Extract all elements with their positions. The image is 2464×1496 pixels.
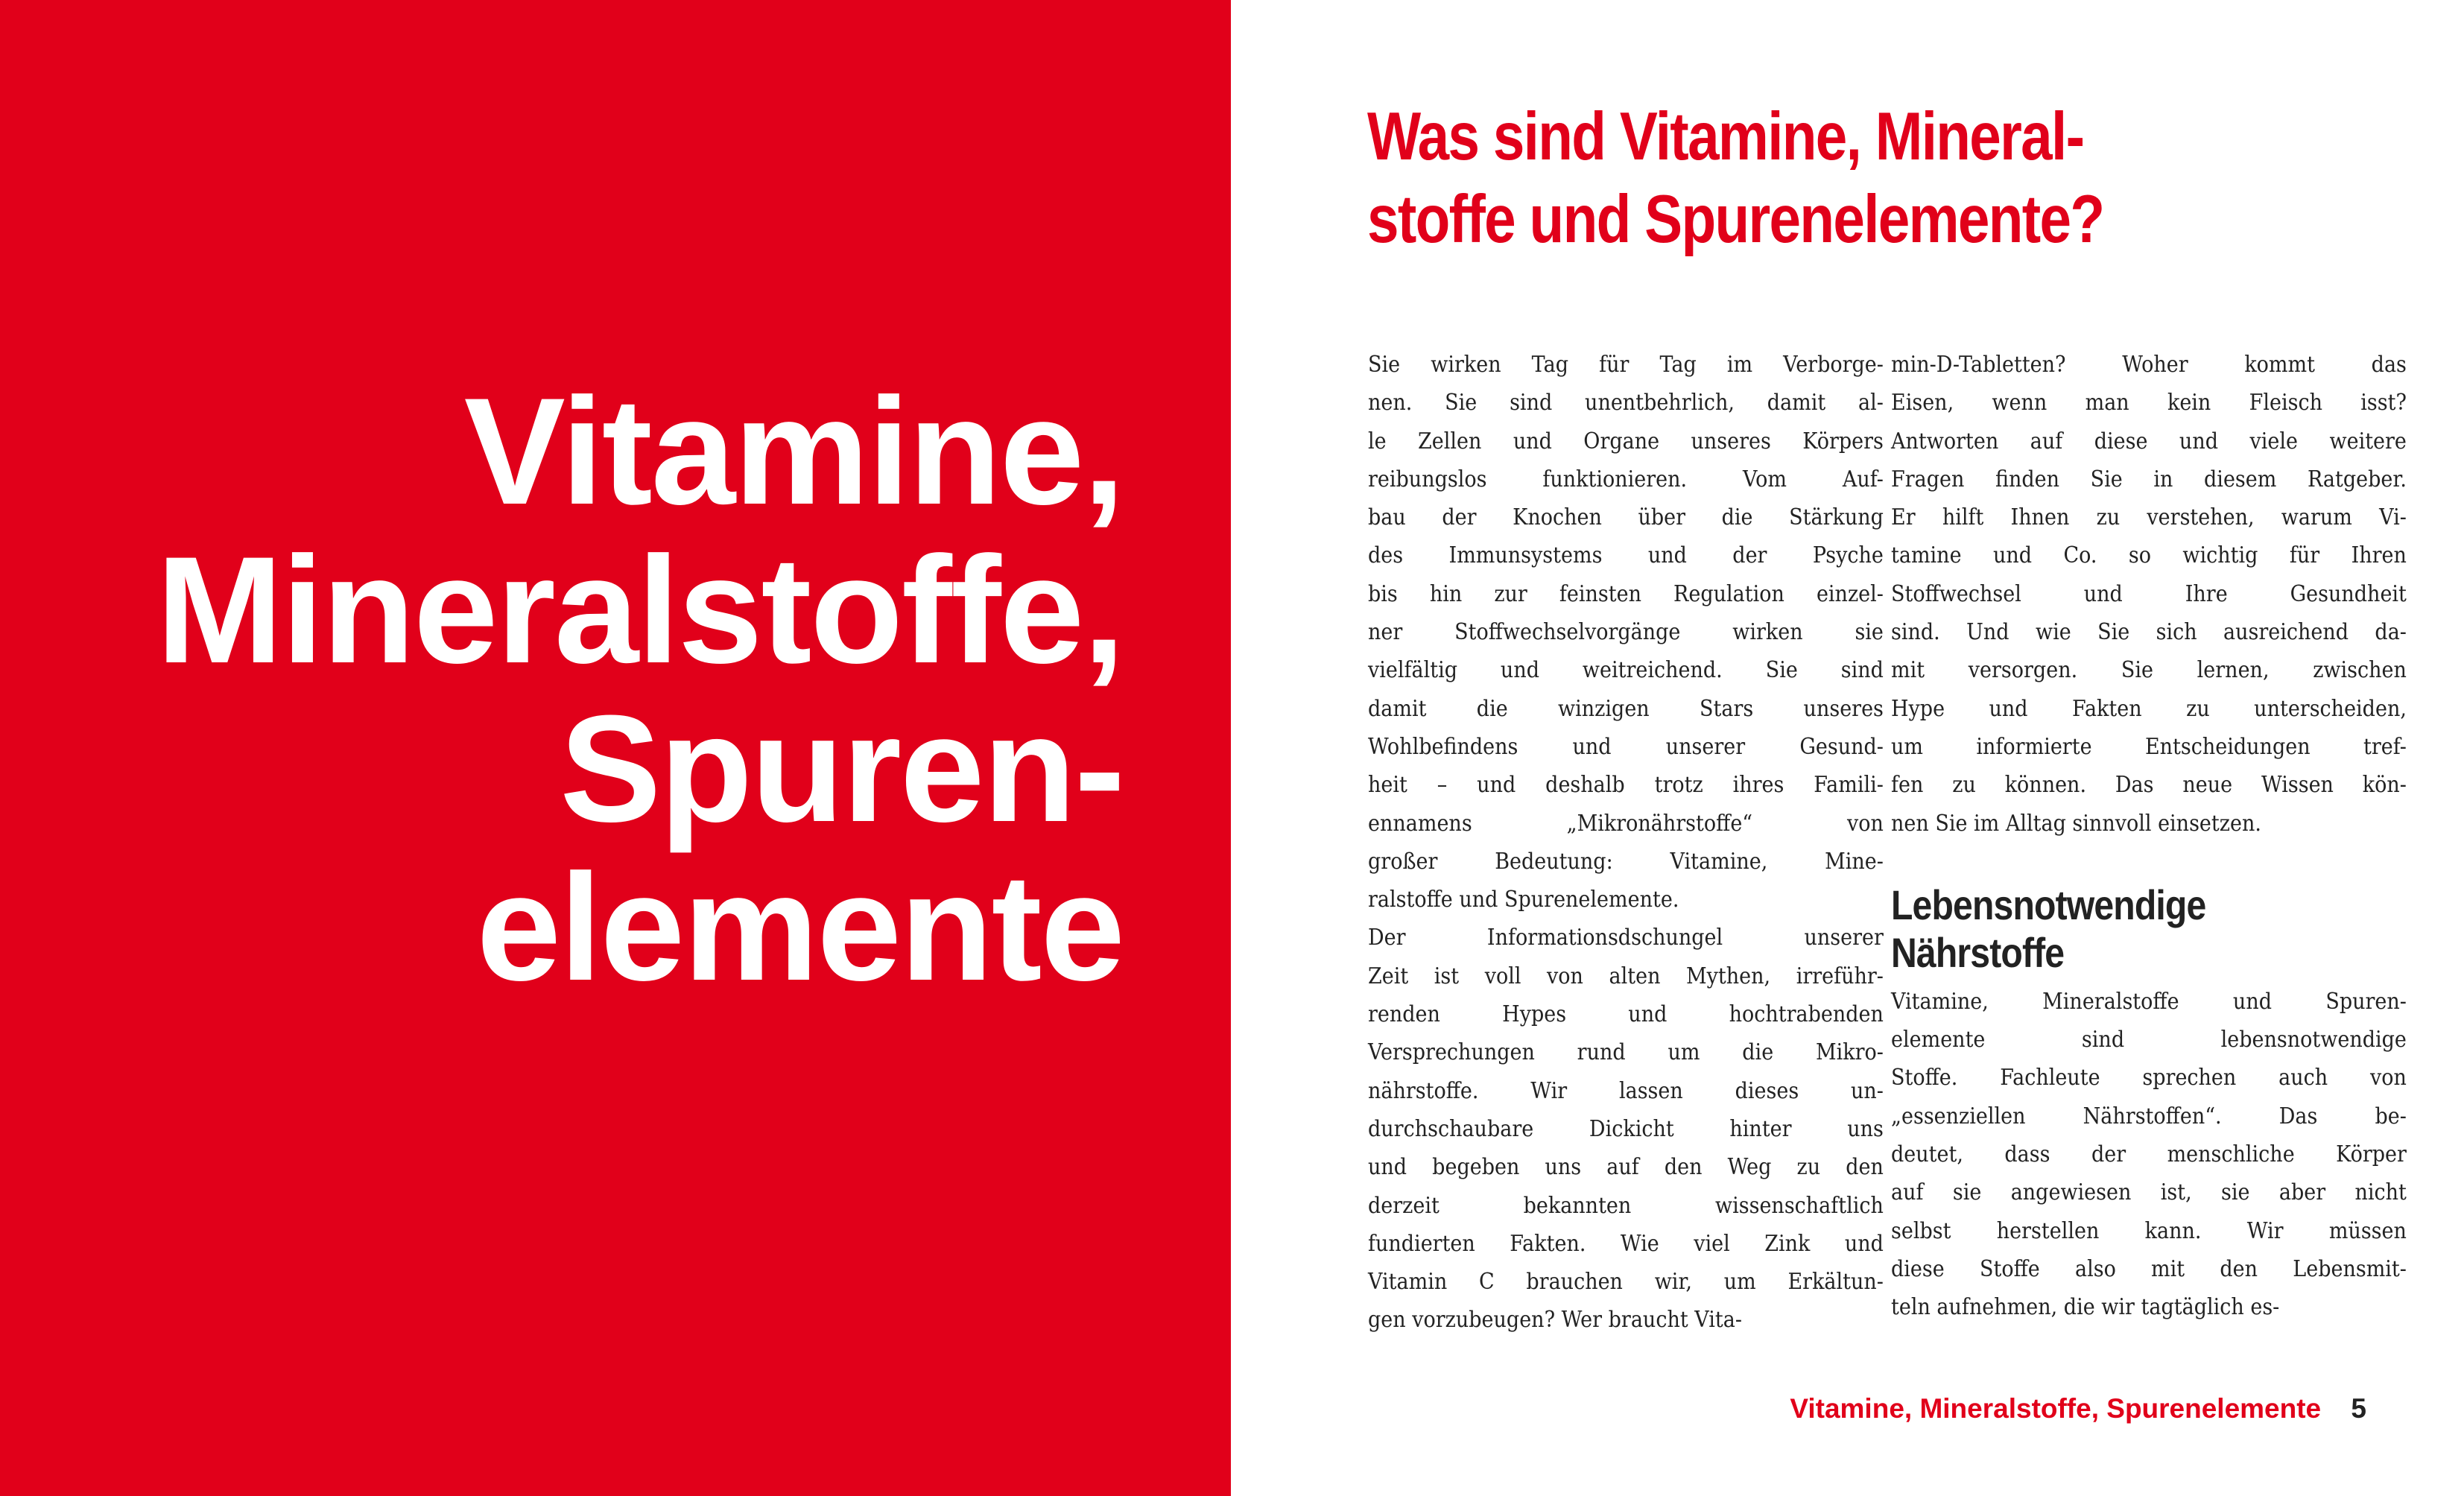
chapter-title-line: Spuren- — [560, 684, 1124, 854]
text-line: um informierte Entscheidungen tref- — [1891, 733, 2407, 760]
subheading — [1891, 881, 2334, 977]
text-line: Sie wirken Tag für Tag im Verborge- — [1368, 352, 1884, 378]
right-page — [1231, 0, 2464, 1496]
text-line: derzeit bekannten wissenschaftlich — [1368, 1192, 1884, 1219]
page-number: 5 — [2351, 1393, 2366, 1424]
text-line: fen zu können. Das neue Wissen kön- — [1891, 772, 2407, 799]
page-footer — [1790, 1391, 2366, 1427]
text-line: teln aufnehmen, die wir tagtäglich es- — [1891, 1294, 2280, 1321]
running-title: Vitamine, Mineralstoffe, Spurenelemente — [1790, 1393, 2322, 1424]
text-line: ennamens „Mikronährstoffe“ von — [1368, 810, 1884, 837]
section-heading — [1367, 95, 2218, 261]
text-line: ralstoffe und Spurenelemente. — [1368, 887, 1679, 913]
section-heading-line: Was sind Vitamine, Mineral- — [1367, 99, 2084, 174]
text-line: Antworten auf diese und viele weitere — [1891, 428, 2407, 454]
text-line: reibungslos funktionieren. Vom Auf- — [1368, 466, 1884, 492]
text-line: ner Stoffwechselvorgänge wirken sie — [1368, 619, 1884, 646]
section-heading-line: stoffe und Spurenelemente? — [1367, 182, 2104, 257]
text-line: Vitamine, Mineralstoffe und Spuren- — [1891, 988, 2407, 1015]
text-line: Versprechungen rund um die Mikro- — [1368, 1039, 1884, 1066]
text-line: min-D-Tabletten? Woher kommt das — [1891, 352, 2407, 378]
text-line: mit versorgen. Sie lernen, zwischen — [1891, 657, 2407, 684]
text-line: und begeben uns auf den Weg zu den — [1368, 1154, 1884, 1181]
text-line: vielfältig und weitreichend. Sie sind — [1368, 657, 1884, 684]
text-line: gen vorzubeugen? Wer braucht Vita- — [1368, 1307, 1743, 1334]
chapter-title-line: Vitamine, — [463, 367, 1124, 536]
body-column-1 — [1368, 346, 1884, 1340]
text-line: des Immunsystems und der Psyche — [1368, 542, 1884, 569]
text-line: Stoffe. Fachleute sprechen auch von — [1891, 1065, 2407, 1091]
text-line: bis hin zur feinsten Regulation einzel- — [1368, 580, 1884, 607]
text-line: Stoffwechsel und Ihre Gesundheit — [1891, 580, 2407, 607]
text-line: großer Bedeutung: Vitamine, Mine- — [1368, 848, 1884, 875]
text-line: diese Stoffe also mit den Lebensmit- — [1891, 1255, 2407, 1282]
subheading-line: Nährstoffe — [1891, 928, 2065, 976]
text-line: heit – und deshalb trotz ihres Famili- — [1368, 772, 1884, 799]
text-line: nen. Sie sind unentbehrlich, damit al- — [1368, 390, 1884, 416]
text-line: Wohlbefindens und unserer Gesund- — [1368, 733, 1884, 760]
text-line: „essenziellen Nährstoffen“. Das be- — [1891, 1103, 2407, 1129]
text-line: renden Hypes und hochtrabenden — [1368, 1001, 1884, 1028]
text-line: Zeit ist voll von alten Mythen, irreführ- — [1368, 963, 1884, 989]
chapter-title — [6, 367, 1124, 1012]
body-column-2-intro — [1891, 346, 2407, 843]
text-line: selbst herstellen kann. Wir müssen — [1891, 1217, 2407, 1244]
text-line: tamine und Co. so wichtig für Ihren — [1891, 542, 2407, 569]
text-line: bau der Knochen über die Stärkung — [1368, 504, 1884, 531]
text-line: Hype und Fakten zu unterscheiden, — [1891, 695, 2407, 722]
text-line: sind. Und wie Sie sich ausreichend da- — [1891, 619, 2407, 646]
text-line: le Zellen und Organe unseres Körpers — [1368, 428, 1884, 454]
text-line: Der Informationsdschungel unserer — [1368, 925, 1884, 951]
text-line: auf sie angewiesen ist, sie aber nicht — [1891, 1179, 2407, 1206]
body-column-2-continued — [1891, 983, 2407, 1327]
text-line: Fragen finden Sie in diesem Ratgeber. — [1891, 466, 2407, 492]
text-line: nen Sie im Alltag sinnvoll einsetzen. — [1891, 810, 2261, 837]
text-line: elemente sind lebensnotwendige — [1891, 1027, 2407, 1053]
text-line: Vitamin C brauchen wir, um Erkältun- — [1368, 1269, 1884, 1296]
text-line: Eisen, wenn man kein Fleisch isst? — [1891, 390, 2407, 416]
left-page — [0, 0, 1231, 1496]
subheading-line: Lebensnotwendige — [1891, 881, 2206, 928]
chapter-title-line: elemente — [476, 843, 1124, 1012]
text-line: durchschaubare Dickicht hinter uns — [1368, 1115, 1884, 1142]
text-line: Er hilft Ihnen zu verstehen, warum Vi- — [1891, 504, 2407, 531]
text-line: fundierten Fakten. Wie viel Zink und — [1368, 1230, 1884, 1257]
chapter-title-line: Mineralstoffe, — [156, 525, 1124, 695]
text-line: nährstoffe. Wir lassen dieses un- — [1368, 1077, 1884, 1104]
text-line: deutet, dass der menschliche Körper — [1891, 1141, 2407, 1168]
text-line: damit die winzigen Stars unseres — [1368, 695, 1884, 722]
body-column-2 — [1891, 346, 2407, 1327]
